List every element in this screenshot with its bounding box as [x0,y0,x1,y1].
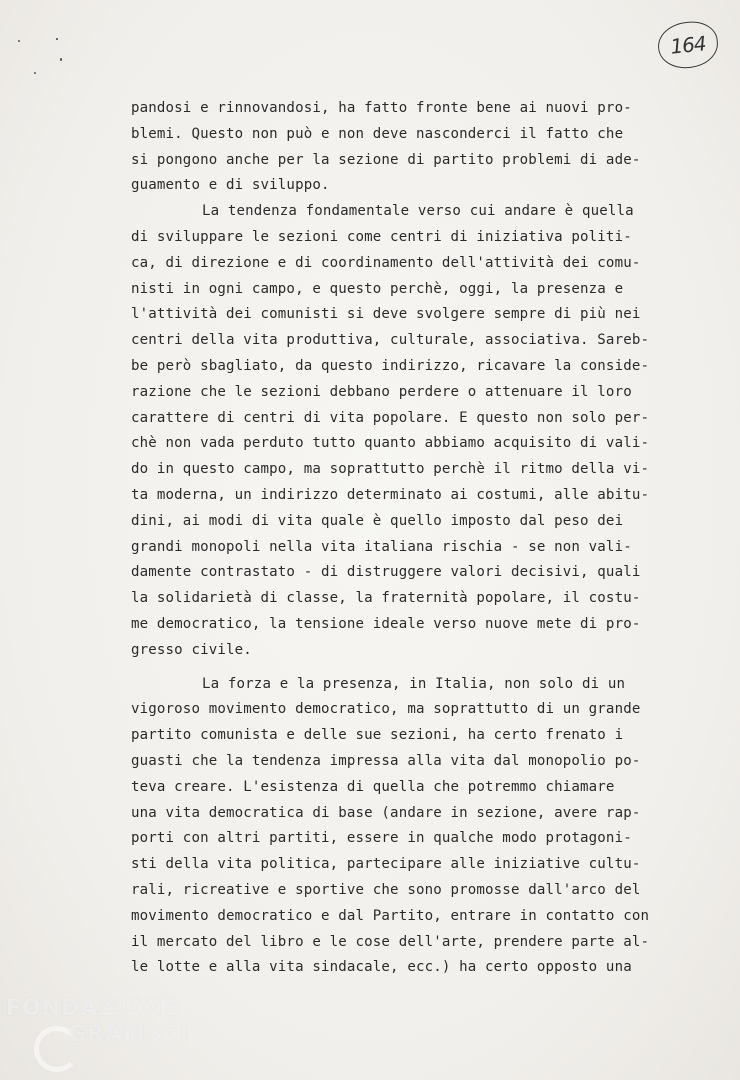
text-line: gresso civile. [131,641,252,658]
watermark-line-2: GRAMSCI [68,1022,190,1047]
text-line: pandosi e rinnovandosi, ha fatto fronte bene ai nuovi pro- [131,100,632,116]
text-line: La tendenza fondamentale verso cui andare è quella [202,203,634,220]
text-line: il mercato del libro e le cose dell'arte, prendere parte al- [131,933,650,950]
page-number-text: 164 [669,31,707,59]
text-line: sti della vita politica, partecipare alle iniziative cultu- [131,856,641,873]
text-line: ca, di direzione e di coordinamento dell'attività dei comu- [131,254,641,271]
text-line: guamento e di sviluppo. [131,177,330,194]
fondazione-gramsci-watermark [6,996,226,1068]
text-line: blemi. Questo non può e non deve nasconderci il fatto che [131,125,624,142]
text-line: La forza e la presenza, in Italia, non solo di un [202,675,626,692]
text-line: guasti che la tendenza impressa alla vita dal monopolio po- [131,752,641,769]
text-line: dini, ai modi di vita quale è quello imposto dal peso dei [131,512,624,529]
text-line: carattere di centri di vita popolare. E questo non solo per- [131,409,650,426]
scan-speck [56,38,58,40]
text-line: una vita democratica di base (andare in sezione, avere rap- [131,804,641,821]
text-line: porti con altri partiti, essere in qualche modo protagoni- [131,830,632,847]
text-line: razione che le sezioni debbano perdere o attenuare il loro [131,383,632,400]
text-line: le lotte e alla vita sindacale, ecc.) ha certo opposto una [131,959,632,976]
text-line: do in questo campo, ma soprattutto perchè il ritmo della vi- [131,461,650,478]
text-line: si pongono anche per la sezione di partito problemi di ade- [131,151,641,168]
text-line: partito comunista e delle sue sezioni, ha certo frenato i [131,727,624,744]
text-line: centri della vita produttiva, culturale, associativa. Sareb- [131,332,650,349]
text-line: grandi monopoli nella vita italiana rischia - se non vali- [131,538,632,555]
typewritten-text [131,96,701,981]
scan-speck [34,72,36,74]
text-line: di sviluppare le sezioni come centri di iniziativa politi- [131,228,632,245]
text-line: la solidarietà di classe, la fraternità popolare, il costu- [131,590,641,607]
text-line: damente contrastato - di distruggere valori decisivi, quali [131,564,641,581]
text-line: vigoroso movimento democratico, ma soprattutto di un grande [131,701,641,718]
watermark-line-1: FONDAZIONE [6,996,180,1021]
text-line: ta moderna, un indirizzo determinato ai costumi, alle abitu- [131,486,650,503]
text-line: me democratico, la tensione ideale verso nuove mete di pro- [131,615,641,632]
text-line: movimento democratico e dal Partito, entrare in contatto con [131,907,650,924]
text-line: nisti in ogni campo, e questo perchè, oggi, la presenza e [131,280,624,297]
scan-speck [18,40,20,42]
paragraph-gap [131,664,701,672]
text-line: teva creare. L'esistenza di quella che potremmo chiamare [131,778,615,795]
text-line: l'attività dei comunisti si deve svolgere sempre di più nei [131,306,641,323]
handwritten-page-number [656,19,720,71]
scan-speck [60,58,62,61]
text-line: rali, ricreative e sportive che sono promosse dall'arco del [131,881,641,898]
text-line: chè non vada perduto tutto quanto abbiamo acquisito di vali- [131,435,650,452]
text-line: be però sbagliato, da questo indirizzo, ricavare la conside- [131,357,650,374]
